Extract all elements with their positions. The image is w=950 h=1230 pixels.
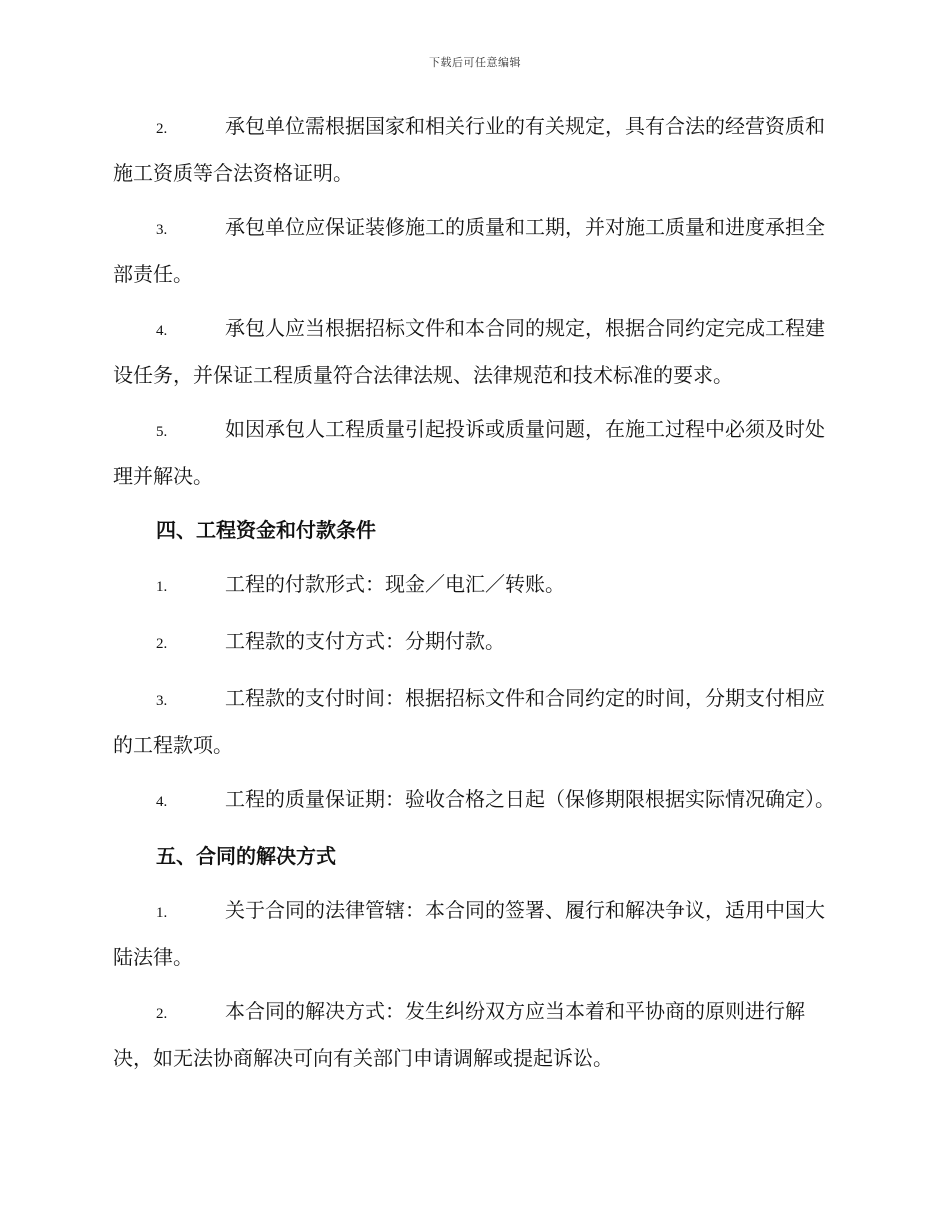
item-number: 4.	[156, 323, 168, 339]
item-text: 承包人应当根据招标文件和本合同的规定，根据合同约定完成工程建设任务，并保证工程质量符合法律法规、法律规范和技术标准的要求。	[113, 316, 825, 387]
item-text: 工程款的支付时间：根据招标文件和合同约定的时间，分期支付相应的工程款项。	[113, 686, 825, 757]
list-item	[113, 306, 835, 397]
document-body	[113, 104, 835, 1090]
item-number: 2.	[156, 1006, 168, 1022]
item-text: 关于合同的法律管辖：本合同的签署、履行和解决争议，适用中国大陆法律。	[113, 898, 825, 969]
list-item	[113, 205, 835, 296]
item-number: 2.	[156, 121, 168, 137]
list-item	[113, 104, 835, 195]
section-heading: 五、合同的解决方式	[156, 844, 336, 868]
item-number: 1.	[156, 579, 168, 595]
list-item	[113, 676, 835, 767]
page-header: 下载后可任意编辑	[429, 56, 521, 69]
list-item	[113, 989, 835, 1080]
item-number: 3.	[156, 693, 168, 709]
item-number: 3.	[156, 222, 168, 238]
item-text: 如因承包人工程质量引起投诉或质量问题，在施工过程中必须及时处理并解决。	[113, 417, 825, 488]
item-text: 工程款的支付方式：分期付款。	[225, 629, 505, 653]
item-number: 4.	[156, 794, 168, 810]
item-text: 承包单位需根据国家和相关行业的有关规定，具有合法的经营资质和施工资质等合法资格证明。	[113, 114, 825, 185]
section-heading: 四、工程资金和付款条件	[156, 518, 376, 542]
item-number: 1.	[156, 905, 168, 921]
list-item	[113, 777, 835, 824]
list-item	[113, 562, 835, 609]
list-item	[113, 888, 835, 979]
item-text: 工程的付款形式：现金／电汇／转账。	[225, 572, 565, 596]
list-item	[113, 407, 835, 498]
item-text: 本合同的解决方式：发生纠纷双方应当本着和平协商的原则进行解决，如无法协商解决可向有关部门申请调解或提起诉讼。	[113, 999, 805, 1070]
item-number: 2.	[156, 636, 168, 652]
item-text: 承包单位应保证装修施工的质量和工期，并对施工质量和进度承担全部责任。	[113, 215, 825, 286]
item-text: 工程的质量保证期：验收合格之日起（保修期限根据实际情况确定）。	[225, 787, 835, 811]
item-number: 5.	[156, 424, 168, 440]
list-item	[113, 619, 835, 666]
